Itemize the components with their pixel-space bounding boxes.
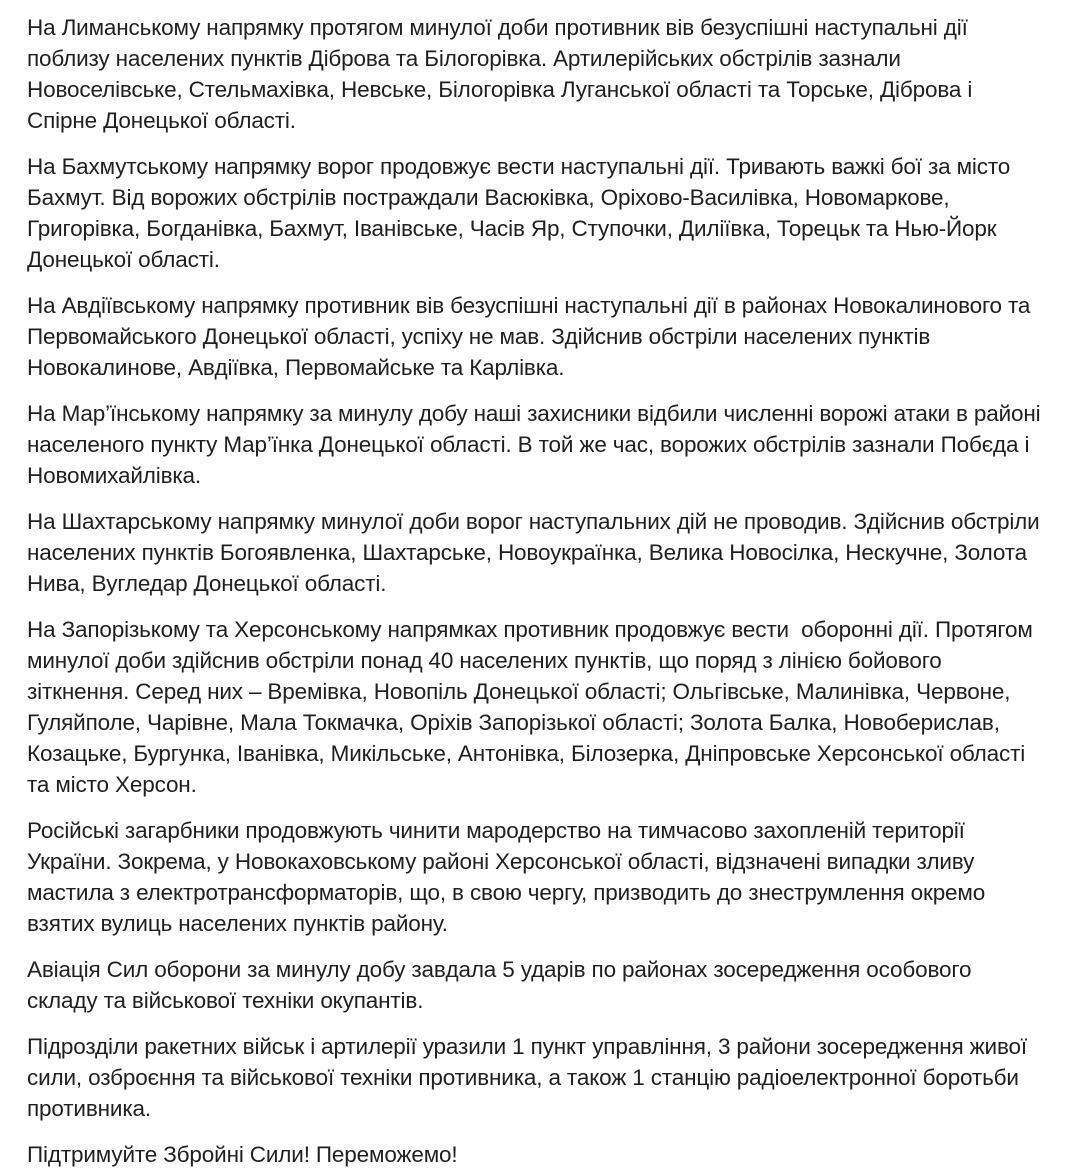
report-paragraph-4: На Мар’їнському напрямку за минулу добу наші захисники відбили численні ворожі атаки в районі населеного пункту Мар’їнка Донецької області. В той же час, ворожих обстрілів зазнали Побєда і Новомихайлівка. — [27, 401, 1047, 488]
report-paragraph-8: Авіація Сил оборони за минулу добу завдала 5 ударів по районах зосередження особового складу та військової техніки окупантів. — [27, 957, 978, 1013]
report-paragraph-3: На Авдіївському напрямку противник вів безуспішні наступальні дії в районах Новокалинового та Первомайського Донецької області, успіху не мав. Здійснив обстріли населених пунктів Новокалинове, Авдіївка, Первомайське та Карлівка. — [27, 293, 1037, 380]
report-paragraph-1: На Лиманському напрямку протягом минулої доби противник вів безуспішні наступальні дії поблизу населених пунктів Діброва та Білогорівка. Артилерійських обстрілів зазнали Новоселівське, Стельмахівка, Невське, Білогорівка Луганської області та Торське, Діброва і Спірне Донецької області. — [27, 15, 979, 133]
report-paragraph-10: Підтримуйте Збройні Сили! Переможемо! — [27, 1142, 458, 1167]
report-paragraph-5: На Шахтарському напрямку минулої доби ворог наступальних дій не проводив. Здійснив обстріли населених пунктів Богоявленка, Шахтарське, Новоукраїнка, Велика Новосілка, Нескучне, Золота Нива, Вугледар Донецької області. — [27, 509, 1046, 596]
report-paragraph-6: На Запорізькому та Херсонському напрямках противник продовжує вести оборонні дії. Протягом минулої доби здійснив обстріли понад 40 населених пунктів, що поряд з лінією бойового зіткнення. Серед них – Времівка, Новопіль Донецької області; Ольгівське, Малинівка, Червоне, Гуляйполе, Чарівне, Мала Токмачка, Оріхів Запорізької області; Золота Балка, Новоберислав, Козацьке, Бургунка, Іванівка, Микільське, Антонівка, Білозерка, Дніпровське Херсонської області та місто Херсон. — [27, 617, 1039, 797]
report-paragraph-9: Підрозділи ракетних військ і артилерії уразили 1 пункт управління, 3 райони зосередження живої сили, озброєння та військової техніки противника, а також 1 станцію радіоелектронної боротьби противника. — [27, 1034, 1034, 1121]
report-paragraph-7: Російські загарбники продовжують чинити мародерство на тимчасово захопленій території України. Зокрема, у Новокаховському районі Херсонської області, відзначені випадки зливу мастила з електротрансформаторів, що, в свою чергу, призводить до знеструмлення окремо взятих вулиць населених пунктів району. — [27, 818, 992, 936]
report-paragraph-2: На Бахмутському напрямку ворог продовжує вести наступальні дії. Тривають важкі бої за місто Бахмут. Від ворожих обстрілів постраждали Васюківка, Оріхово-Василівка, Новомаркове, Григорівка, Богданівка, Бахмут, Іванівське, Часів Яр, Ступочки, Диліївка, Торецьк та Нью-Йорк Донецької області. — [27, 154, 1017, 272]
